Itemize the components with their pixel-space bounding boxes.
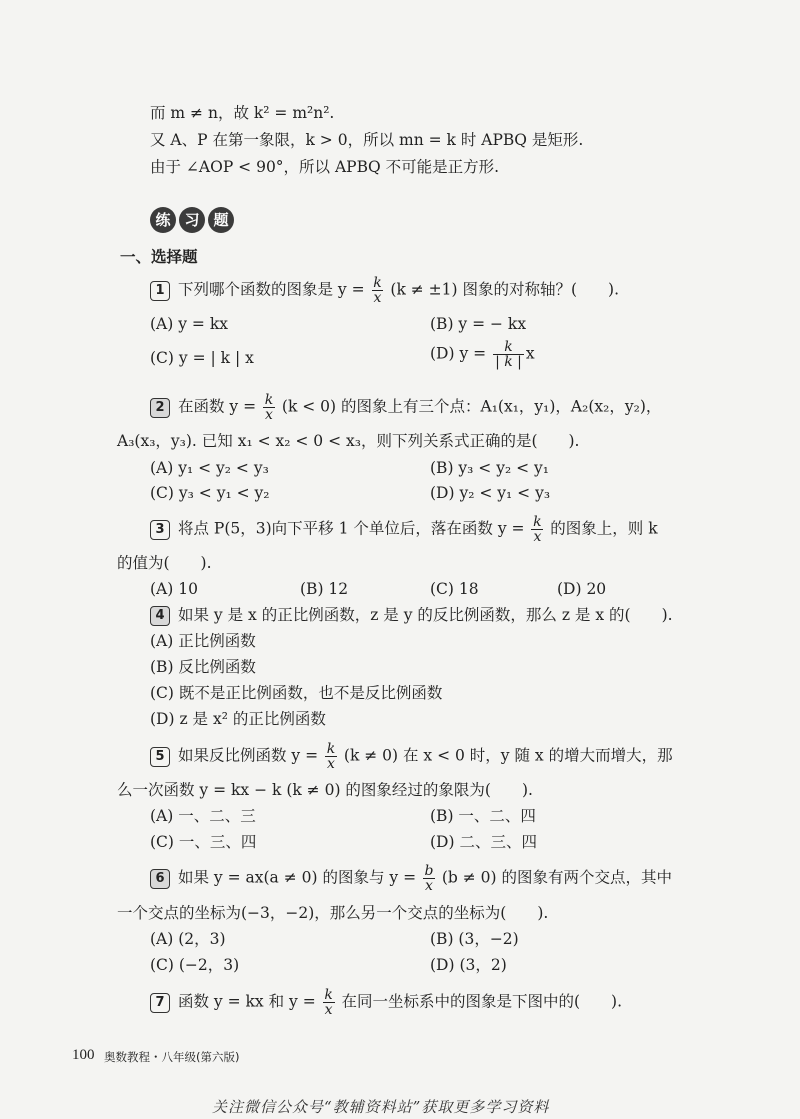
option-c: (C) y = | k | x [150, 349, 254, 367]
page-number: 100 [72, 1047, 95, 1063]
option-c: (C) 一、三、四 [150, 833, 257, 851]
option-c: (C) (−2，3) [150, 956, 240, 974]
question-text: 将点 P(5，3)向下平移 1 个单位后，落在函数 y = [178, 519, 525, 538]
option-d: (D) z 是 x² 的正比例函数 [150, 710, 326, 728]
question-text: 在函数 y = [178, 397, 257, 416]
question-text: (k ≠ 0) 在 x < 0 时，y 随 x 的增大而增大，那 [343, 746, 673, 765]
option-b: (B) 一、二、四 [430, 807, 536, 825]
option-a: (A) y = kx [150, 315, 228, 333]
question-number: 6 [150, 869, 170, 889]
intro-line-1: 而 m ≠ n，故 k² = m²n². [150, 104, 335, 122]
question-number: 5 [150, 747, 170, 767]
book-title: 奥数教程・八年级(第六版) [104, 1050, 240, 1064]
option-b: (B) 反比例函数 [150, 658, 256, 676]
fraction [493, 340, 524, 369]
question-text: 函数 y = kx 和 y = [178, 992, 316, 1011]
fraction [323, 988, 335, 1017]
option-c: (C) y₃ < y₁ < y₂ [150, 484, 270, 502]
exercise-section-badge [150, 207, 234, 233]
question-6-line-2: 一个交点的坐标为(−3，−2)，那么另一个交点的坐标为( ). [117, 904, 549, 922]
question-3 [150, 515, 658, 544]
question-number: 3 [150, 520, 170, 540]
option-d: (D) 二、三、四 [430, 833, 537, 851]
question-text: 的图象上，则 k [550, 519, 658, 538]
question-number: 4 [150, 606, 170, 626]
option-c: (C) 18 [430, 580, 479, 598]
question-number: 7 [150, 993, 170, 1013]
numerator: k [324, 987, 333, 1003]
option-a: (A) 一、二、三 [150, 807, 256, 825]
numerator: k [326, 741, 336, 757]
option-text: (D) y = [430, 344, 487, 363]
section-char-2: 习 [179, 207, 205, 233]
denominator: x [265, 407, 273, 423]
denominator: x [327, 756, 335, 772]
question-text: 如果 y 是 x 的正比例函数，z 是 y 的反比例函数，那么 z 是 x 的( ). [178, 606, 673, 624]
section-char-1: 练 [150, 207, 176, 233]
numerator: b [424, 863, 434, 879]
option-d: (D) 20 [557, 580, 607, 598]
question-text: (k < 0) 的图象上有三个点：A₁(x₁，y₁)，A₂(x₂，y₂)， [281, 397, 662, 416]
question-7 [150, 988, 622, 1017]
question-6 [150, 864, 672, 893]
option-b: (B) y = − kx [430, 315, 527, 333]
fraction [423, 864, 435, 893]
option-b: (B) 12 [300, 580, 349, 598]
option-b: (B) (3，−2) [430, 930, 519, 948]
numerator: k [533, 514, 542, 530]
option-c: (C) 既不是正比例函数，也不是反比例函数 [150, 684, 443, 702]
question-1 [150, 276, 619, 305]
numerator: k [373, 275, 382, 291]
section-char-3: 题 [208, 207, 234, 233]
question-text: 在同一坐标系中的图象是下图中的( ). [341, 992, 622, 1011]
option-text: x [525, 344, 535, 363]
watermark-text: 关注微信公众号“教辅资料站”获取更多学习资料 [212, 1098, 550, 1116]
option-a: (A) 正比例函数 [150, 632, 256, 650]
question-3-line-2: 的值为( ). [117, 554, 212, 572]
intro-line-3: 由于 ∠AOP < 90°，所以 APBQ 不可能是正方形. [150, 158, 500, 176]
question-text: (k ≠ ±1) 图象的对称轴？( ). [390, 280, 620, 299]
numerator: k [264, 392, 274, 408]
option-b: (B) y₃ < y₂ < y₁ [430, 459, 550, 477]
option-d: (D) y₂ < y₁ < y₃ [430, 484, 551, 502]
question-text: 如果 y = ax(a ≠ 0) 的图象与 y = [178, 868, 417, 887]
question-number: 2 [150, 398, 170, 418]
denominator: x [425, 878, 433, 894]
question-4 [150, 605, 673, 626]
question-text: 下列哪个函数的图象是 y = [178, 280, 365, 299]
question-2-line-2: A₃(x₃，y₃). 已知 x₁ < x₂ < 0 < x₃，则下列关系式正确的是( ). [117, 432, 580, 450]
question-text: (b ≠ 0) 的图象有两个交点，其中 [441, 868, 673, 887]
option-d: (D) (3，2) [430, 956, 507, 974]
option-d [430, 340, 535, 369]
fraction [372, 276, 384, 305]
question-5 [150, 742, 673, 771]
fraction [263, 393, 275, 422]
question-2 [150, 393, 661, 422]
fraction [325, 742, 337, 771]
intro-line-2: 又 A、P 在第一象限，k > 0，所以 mn = k 时 APBQ 是矩形. [150, 131, 584, 149]
option-a: (A) y₁ < y₂ < y₃ [150, 459, 269, 477]
question-5-line-2: 么一次函数 y = kx − k (k ≠ 0) 的图象经过的象限为( ). [117, 781, 533, 799]
question-number: 1 [150, 281, 170, 301]
denominator: x [533, 529, 542, 545]
option-a: (A) (2，3) [150, 930, 226, 948]
question-text: 如果反比例函数 y = [178, 746, 319, 765]
denominator: | k | [495, 354, 522, 370]
option-a: (A) 10 [150, 580, 198, 598]
section-subheading: 一、选择题 [120, 248, 198, 266]
denominator: x [373, 290, 382, 306]
numerator: k [504, 339, 513, 355]
denominator: x [324, 1002, 333, 1018]
fraction [531, 515, 543, 544]
